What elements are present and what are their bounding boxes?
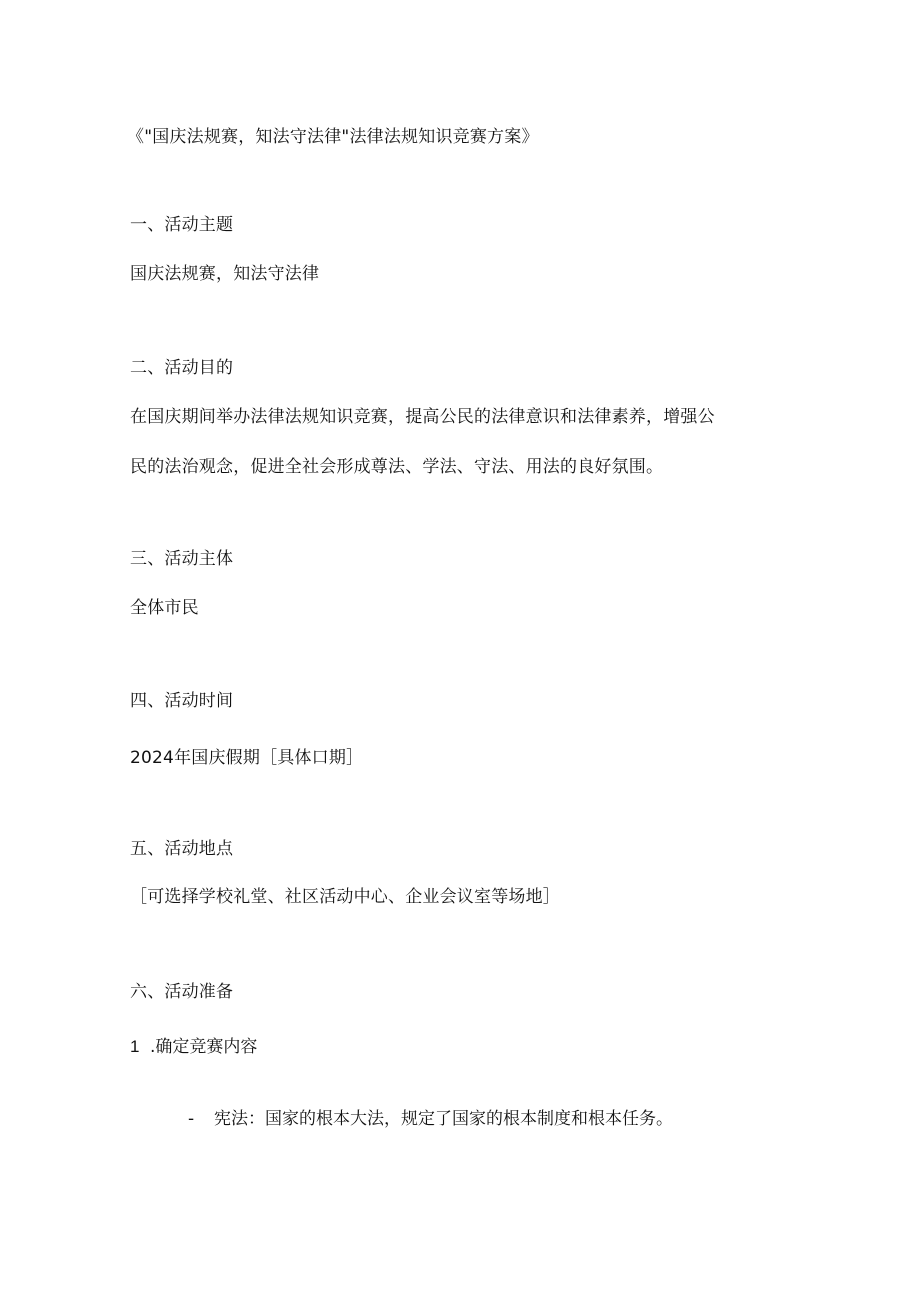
section-heading-preparation: 六、活动准备: [130, 982, 234, 1002]
section-body-theme: 国庆法规赛，知法守法律: [130, 264, 320, 284]
section-body-time: 2024年国庆假期［具体口期］: [130, 748, 364, 768]
list-item-number: 1: [130, 1037, 140, 1056]
section-heading-location: 五、活动地点: [130, 839, 234, 859]
section-heading-purpose: 二、活动目的: [130, 358, 234, 378]
sub-list-item-constitution: [188, 1107, 673, 1131]
section-heading-theme: 一、活动主题: [130, 215, 234, 235]
section-body-purpose-line1: 在国庆期间举办法律法规知识竞赛，提高公民的法律意识和法律素养，增强公: [130, 407, 715, 427]
list-item-text: .确定竞赛内容: [150, 1037, 258, 1057]
section-heading-participants: 三、活动主体: [130, 549, 234, 569]
dash-marker: -: [188, 1109, 195, 1129]
section-body-location: ［可选择学校礼堂、社区活动中心、企业会议室等场地］: [130, 887, 560, 907]
section-body-participants: 全体市民: [130, 598, 199, 618]
list-item-content: [130, 1035, 257, 1059]
section-heading-time: 四、活动时间: [130, 691, 234, 711]
section-body-purpose-line2: 民的法治观念，促进全社会形成尊法、学法、守法、用法的良好氛围。: [130, 457, 664, 477]
document-title: 《"国庆法规赛，知法守法律"法律法规知识竞赛方案》: [127, 127, 539, 147]
sub-list-item-text: 宪法：国家的根本大法，规定了国家的根本制度和根本任务。: [214, 1109, 673, 1129]
